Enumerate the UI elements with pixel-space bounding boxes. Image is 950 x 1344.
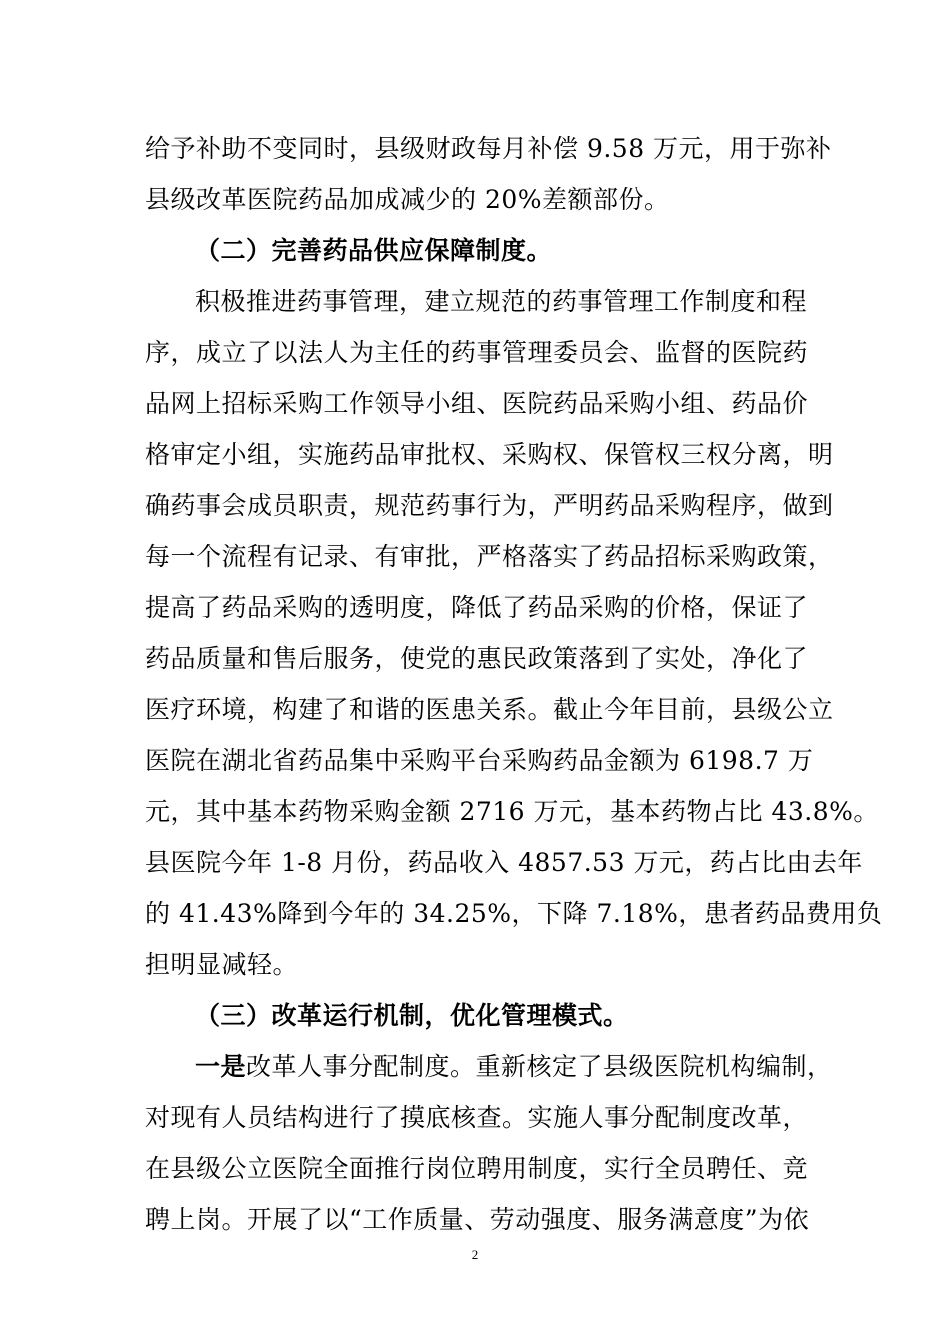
body-line (195, 1052, 875, 1082)
body-line: 格审定小组，实施药品审批权、采购权、保管权三权分离，明 (145, 440, 834, 469)
body-line: 聘上岗。开展了以“工作质量、劳动强度、服务满意度”为依 (145, 1205, 810, 1234)
body-line: 在县级公立医院全面推行岗位聘用制度，实行全员聘任、竞 (145, 1154, 809, 1183)
body-line: 药品质量和售后服务，使党的惠民政策落到了实处，净化了 (145, 644, 809, 673)
body-line: 医院在湖北省药品集中采购平台采购药品金额为 6198.7 万 (145, 746, 814, 775)
body-line: 元，其中基本药物采购金额 2716 万元，基本药物占比 43.8%。 (145, 797, 879, 826)
body-line: 序，成立了以法人为主任的药事管理委员会、监督的医院药 (145, 338, 809, 367)
section-heading-3: （三）改革运行机制，优化管理模式。 (195, 1001, 629, 1030)
body-line: 医疗环境，构建了和谐的医患关系。截止今年目前，县级公立 (145, 695, 834, 724)
emphasis-lead: 一是 (195, 1052, 247, 1081)
body-line: 确药事会成员职责，规范药事行为，严明药品采购程序，做到 (145, 491, 834, 520)
body-line-text: 改革人事分配制度。重新核定了县级医院机构编制， (246, 1052, 833, 1081)
body-line: 县医院今年 1-8 月份，药品收入 4857.53 万元，药占比由去年 (145, 848, 863, 877)
body-line: 给予补助不变同时，县级财政每月补偿 9.58 万元，用于弥补 (145, 134, 832, 163)
body-line: 的 41.43%降到今年的 34.25%，下降 7.18%，患者药品费用负 (145, 899, 883, 928)
body-line: 品网上招标采购工作领导小组、医院药品采购小组、药品价 (145, 389, 809, 418)
body-line: 每一个流程有记录、有审批，严格落实了药品招标采购政策， (145, 542, 834, 571)
section-heading-2: （二）完善药品供应保障制度。 (195, 236, 553, 265)
body-line: 对现有人员结构进行了摸底核查。实施人事分配制度改革， (145, 1103, 809, 1132)
body-line: 县级改革医院药品加成减少的 20%差额部份。 (145, 185, 670, 214)
body-line: 担明显减轻。 (145, 950, 299, 979)
body-line: 积极推进药事管理，建立规范的药事管理工作制度和程 (195, 287, 808, 316)
page-number: 2 (471, 1247, 479, 1262)
body-line: 提高了药品采购的透明度，降低了药品采购的价格，保证了 (145, 593, 809, 622)
